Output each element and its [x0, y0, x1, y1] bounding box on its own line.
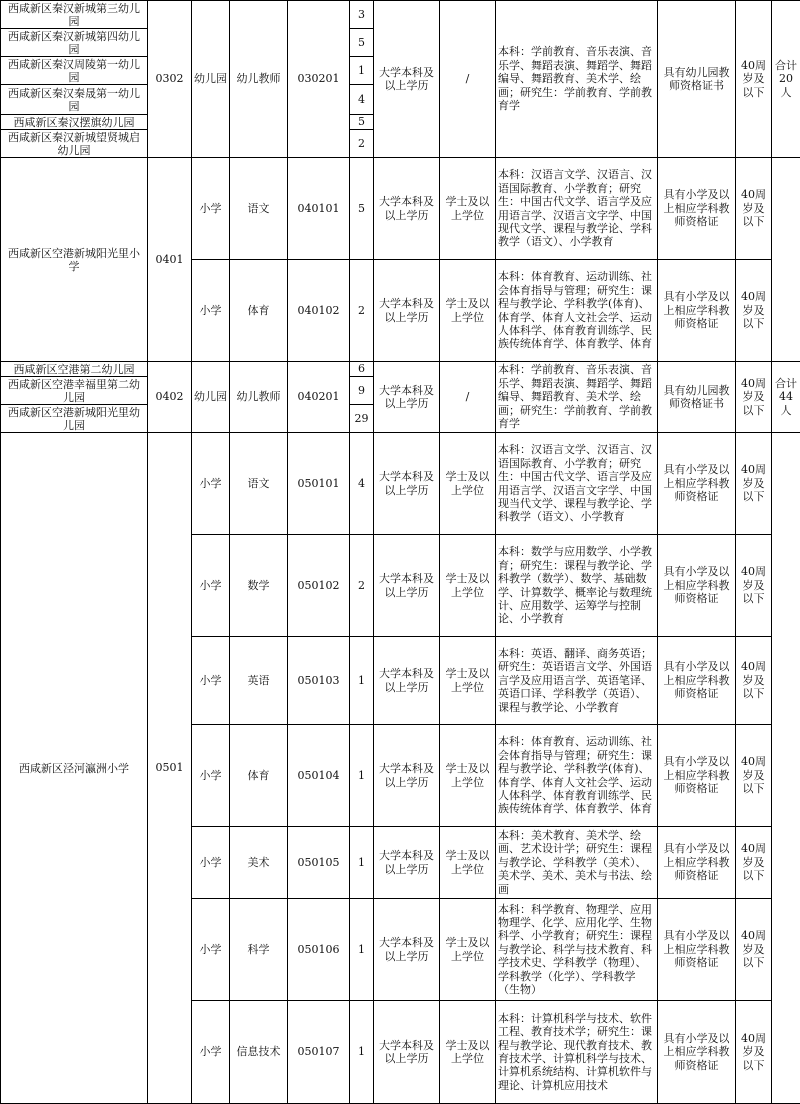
- school-level: 小学: [192, 725, 230, 827]
- post-code: 030201: [288, 1, 350, 158]
- school-level: 小学: [192, 433, 230, 535]
- education-requirement: 大学本科及以上学历: [374, 637, 440, 725]
- unit-name: 西咸新区秦汉新城第四幼儿园: [1, 29, 148, 57]
- post-count: 4: [350, 85, 374, 115]
- post-code: 050103: [288, 637, 350, 725]
- certificate-requirement: 具有小学及以上相应学科教师资格证: [658, 725, 736, 827]
- school-level: 幼儿园: [192, 362, 230, 433]
- certificate-requirement: 具有小学及以上相应学科教师资格证: [658, 535, 736, 637]
- degree-requirement: 学士及以上学位: [440, 158, 496, 260]
- degree-requirement: 学士及以上学位: [440, 725, 496, 827]
- post-count: 29: [350, 405, 374, 433]
- post-count: 4: [350, 433, 374, 535]
- subject: 信息技术: [230, 1001, 288, 1104]
- unit-name: 西咸新区秦汉新城第三幼儿园: [1, 1, 148, 29]
- age-requirement: 40周岁及以下: [736, 158, 772, 260]
- post-code: 050102: [288, 535, 350, 637]
- post-code: 050105: [288, 827, 350, 899]
- subject: 体育: [230, 260, 288, 362]
- education-requirement: 大学本科及以上学历: [374, 899, 440, 1001]
- unit-name: 西咸新区秦汉新城望贤城启幼儿园: [1, 130, 148, 158]
- major-requirement: 本科：科学教育、物理学、应用物理学、化学、应用化学、生物科学、小学教育；研究生：课程与教学论、科学与技术教育、科学技术史、学科教学（物理）、学科教学（化学）、学科教学（生物）: [496, 899, 658, 1001]
- education-requirement: 大学本科及以上学历: [374, 158, 440, 260]
- unit-name: 西咸新区空港新城阳光里小学: [1, 158, 148, 362]
- age-requirement: 40周岁及以下: [736, 637, 772, 725]
- unit-name: 西咸新区秦汉摆旗幼儿园: [1, 115, 148, 130]
- post-count: 1: [350, 57, 374, 85]
- subject: 美术: [230, 827, 288, 899]
- major-requirement: 本科：学前教育、音乐表演、音乐学、舞蹈表演、舞蹈学、舞蹈编导、舞蹈教育、美术学、绘画；研究生：学前教育、学前教育学: [496, 362, 658, 433]
- age-requirement: 40周岁及以下: [736, 260, 772, 362]
- post-count: 1: [350, 637, 374, 725]
- post-count: 1: [350, 1001, 374, 1104]
- degree-requirement: /: [440, 1, 496, 158]
- post-count: 5: [350, 29, 374, 57]
- major-requirement: 本科：英语、翻译、商务英语；研究生：英语语言文学、外国语言学及应用语言学、英语笔译、英语口译、学科教学（英语）、课程与教学论、小学教育: [496, 637, 658, 725]
- school-level: 小学: [192, 158, 230, 260]
- degree-requirement: 学士及以上学位: [440, 433, 496, 535]
- major-requirement: 本科：学前教育、音乐表演、音乐学、舞蹈表演、舞蹈学、舞蹈编导、舞蹈教育、美术学、绘画；研究生：学前教育、学前教育学: [496, 1, 658, 158]
- post-count: 5: [350, 158, 374, 260]
- education-requirement: 大学本科及以上学历: [374, 535, 440, 637]
- post-count: 3: [350, 1, 374, 29]
- post-count: 2: [350, 260, 374, 362]
- post-count: 2: [350, 535, 374, 637]
- group-total: [772, 433, 800, 1104]
- major-requirement: 本科：体育教育、运动训练、社会体育指导与管理；研究生：课程与教学论、学科教学(体育)、体育学、体育人文社会学、运动人体科学、体育教育训练学、民族传统体育学、体育教学、体育: [496, 260, 658, 362]
- post-code: 050107: [288, 1001, 350, 1104]
- post-code: 040101: [288, 158, 350, 260]
- age-requirement: 40周岁及以下: [736, 827, 772, 899]
- certificate-requirement: 具有小学及以上相应学科教师资格证: [658, 158, 736, 260]
- unit-name: 西咸新区空港幸福里第二幼儿园: [1, 377, 148, 405]
- degree-requirement: /: [440, 362, 496, 433]
- post-code: 040201: [288, 362, 350, 433]
- unit-code: 0402: [148, 362, 192, 433]
- post-count: 9: [350, 377, 374, 405]
- school-level: 幼儿园: [192, 1, 230, 158]
- subject: 科学: [230, 899, 288, 1001]
- degree-requirement: 学士及以上学位: [440, 1001, 496, 1104]
- unit-name: 西咸新区秦汉周陵第一幼儿园: [1, 57, 148, 85]
- subject: 幼儿教师: [230, 362, 288, 433]
- certificate-requirement: 具有小学及以上相应学科教师资格证: [658, 1001, 736, 1104]
- subject: 英语: [230, 637, 288, 725]
- subject: 幼儿教师: [230, 1, 288, 158]
- degree-requirement: 学士及以上学位: [440, 899, 496, 1001]
- certificate-requirement: 具有小学及以上相应学科教师资格证: [658, 260, 736, 362]
- subject: 体育: [230, 725, 288, 827]
- post-count: 2: [350, 130, 374, 158]
- school-level: 小学: [192, 260, 230, 362]
- post-code: 050101: [288, 433, 350, 535]
- degree-requirement: 学士及以上学位: [440, 260, 496, 362]
- school-level: 小学: [192, 827, 230, 899]
- unit-name: 西咸新区空港新城阳光里幼儿园: [1, 405, 148, 433]
- school-level: 小学: [192, 535, 230, 637]
- unit-name: 西咸新区泾河瀛洲小学: [1, 433, 148, 1104]
- post-count: 1: [350, 725, 374, 827]
- school-level: 小学: [192, 637, 230, 725]
- major-requirement: 本科：数学与应用数学、小学教育；研究生：课程与教学论、学科教学（数学）、数学、基础数学、计算数学、概率论与数理统计、应用数学、运筹学与控制论、小学教育: [496, 535, 658, 637]
- unit-code: 0501: [148, 433, 192, 1104]
- certificate-requirement: 具有小学及以上相应学科教师资格证: [658, 637, 736, 725]
- certificate-requirement: 具有小学及以上相应学科教师资格证: [658, 433, 736, 535]
- unit-code: 0401: [148, 158, 192, 362]
- education-requirement: 大学本科及以上学历: [374, 260, 440, 362]
- degree-requirement: 学士及以上学位: [440, 535, 496, 637]
- school-level: 小学: [192, 1001, 230, 1104]
- certificate-requirement: 具有小学及以上相应学科教师资格证: [658, 899, 736, 1001]
- degree-requirement: 学士及以上学位: [440, 637, 496, 725]
- degree-requirement: 学士及以上学位: [440, 827, 496, 899]
- certificate-requirement: 具有小学及以上相应学科教师资格证: [658, 827, 736, 899]
- post-count: 1: [350, 827, 374, 899]
- age-requirement: 40周岁及以下: [736, 1001, 772, 1104]
- group-total: 合计44人: [772, 362, 800, 433]
- unit-code: 0302: [148, 1, 192, 158]
- post-count: 1: [350, 899, 374, 1001]
- post-count: 5: [350, 115, 374, 130]
- subject: 语文: [230, 158, 288, 260]
- major-requirement: 本科：汉语言文学、汉语言、汉语国际教育、小学教育；研究生：中国古代文学、语言学及应用语言学、汉语言文字学、中国现代文学、课程与教学论、学科教学（语文）、小学教育: [496, 158, 658, 260]
- post-count: 6: [350, 362, 374, 377]
- certificate-requirement: 具有幼儿园教师资格证书: [658, 362, 736, 433]
- certificate-requirement: 具有幼儿园教师资格证书: [658, 1, 736, 158]
- unit-name: 西咸新区秦汉秦晟第一幼儿园: [1, 85, 148, 115]
- post-code: 050106: [288, 899, 350, 1001]
- major-requirement: 本科：计算机科学与技术、软件工程、教育技术学；研究生：课程与教学论、现代教育技术、教育技术学、计算机科学与技术、计算机系统结构、计算机软件与理论、计算机应用技术: [496, 1001, 658, 1104]
- school-level: 小学: [192, 899, 230, 1001]
- education-requirement: 大学本科及以上学历: [374, 827, 440, 899]
- education-requirement: 大学本科及以上学历: [374, 433, 440, 535]
- group-total: 合计20人: [772, 1, 800, 158]
- age-requirement: 40周岁及以下: [736, 725, 772, 827]
- age-requirement: 40周岁及以下: [736, 362, 772, 433]
- group-total: [772, 158, 800, 362]
- education-requirement: 大学本科及以上学历: [374, 362, 440, 433]
- age-requirement: 40周岁及以下: [736, 1, 772, 158]
- unit-name: 西咸新区空港第二幼儿园: [1, 362, 148, 377]
- subject: 语文: [230, 433, 288, 535]
- major-requirement: 本科：体育教育、运动训练、社会体育指导与管理；研究生：课程与教学论、学科教学(体育)、体育学、体育人文社会学、运动人体科学、体育教育训练学、民族传统体育学、体育教学、体育: [496, 725, 658, 827]
- major-requirement: 本科：汉语言文学、汉语言、汉语国际教育、小学教育；研究生：中国古代文学、语言学及应用语言学、汉语言文字学、中国现当代文学、课程与教学论、学科教学（语文）、小学教育: [496, 433, 658, 535]
- subject: 数学: [230, 535, 288, 637]
- post-code: 050104: [288, 725, 350, 827]
- major-requirement: 本科：美术教育、美术学、绘画、艺术设计学；研究生：课程与教学论、学科教学（美术）、美术学、美术、美术与书法、绘画: [496, 827, 658, 899]
- age-requirement: 40周岁及以下: [736, 433, 772, 535]
- education-requirement: 大学本科及以上学历: [374, 725, 440, 827]
- age-requirement: 40周岁及以下: [736, 899, 772, 1001]
- education-requirement: 大学本科及以上学历: [374, 1, 440, 158]
- post-code: 040102: [288, 260, 350, 362]
- education-requirement: 大学本科及以上学历: [374, 1001, 440, 1104]
- age-requirement: 40周岁及以下: [736, 535, 772, 637]
